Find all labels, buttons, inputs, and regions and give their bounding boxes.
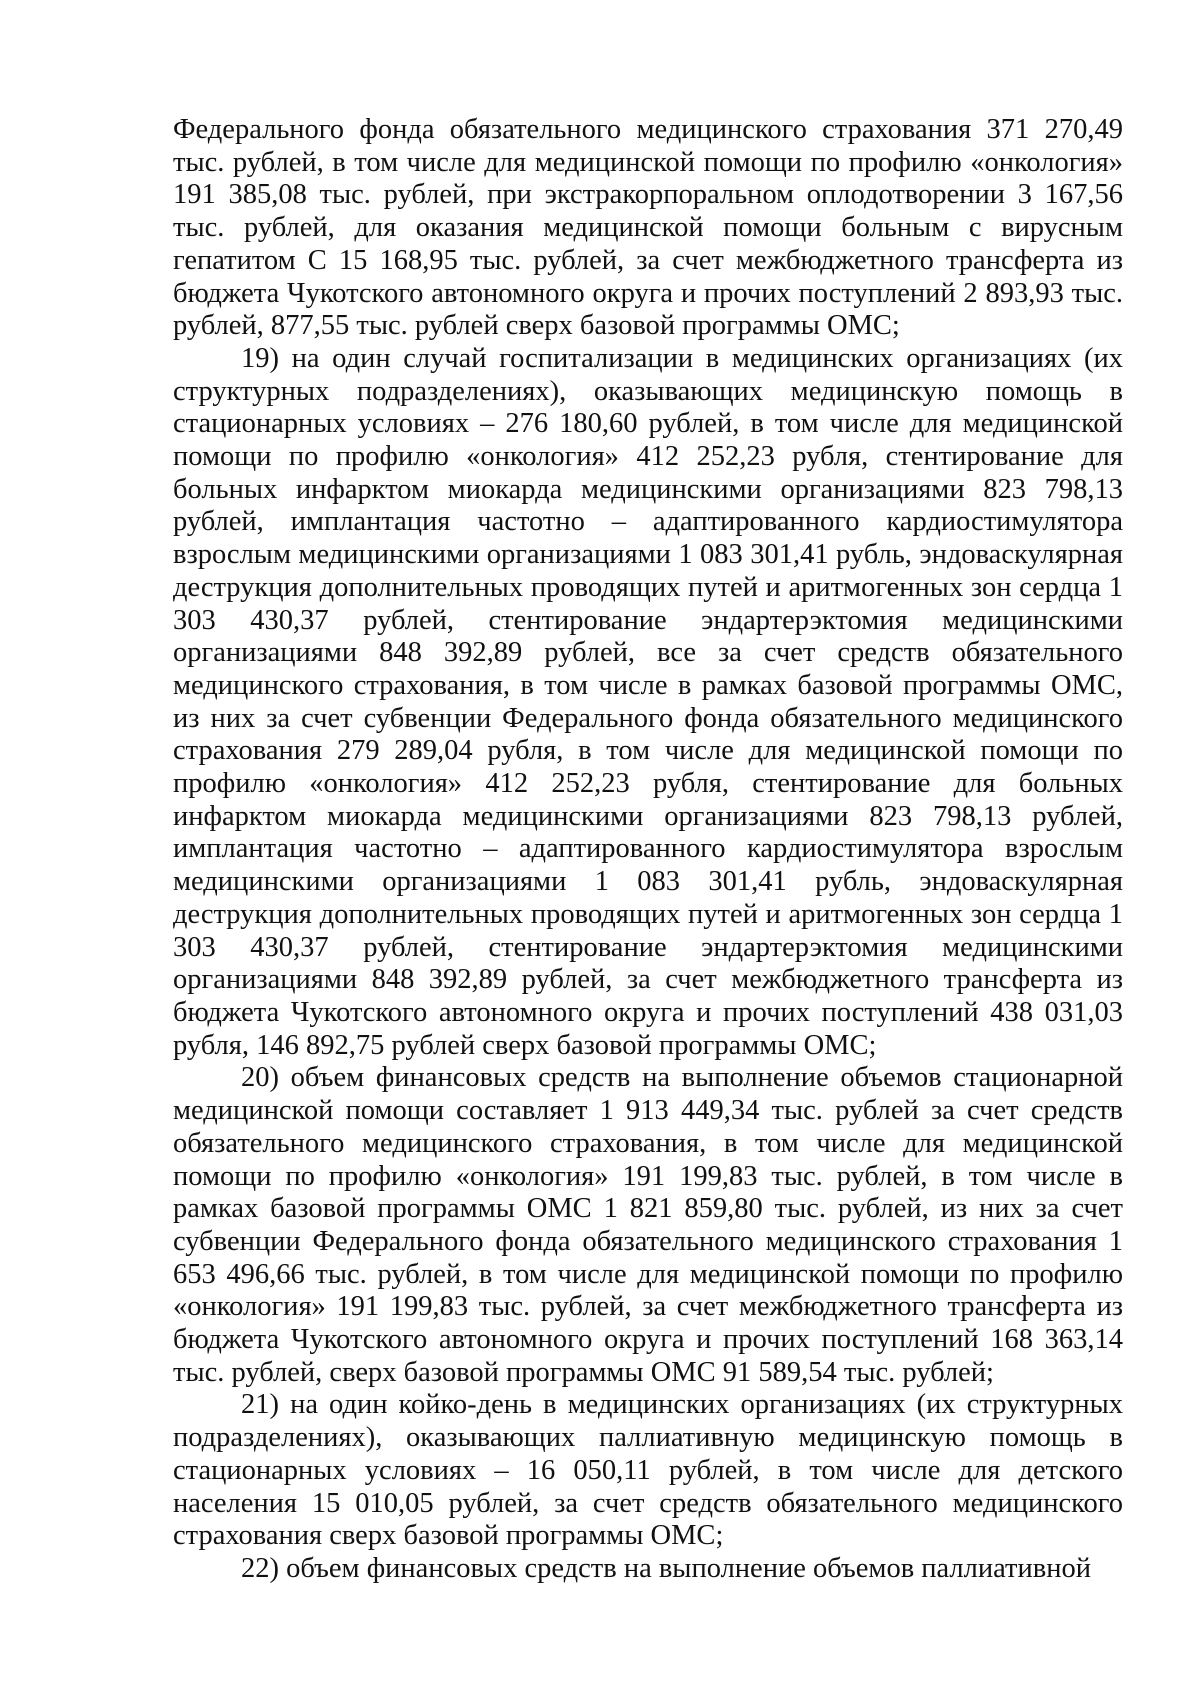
paragraph-item-19: 19) на один случай госпитализации в медицинских организациях (их структурных подразделениях), оказывающих медицинскую помощь в стационарных условиях – 276 180,60 рублей, в том числе для медицинской помощи по профилю «онкология» 412 252,23 рубля, стентирование для больных инфарктом миокарда медицинскими организациями 823 798,13 рублей, имплантация частотно – адаптированного кардиостимулятора взрослым медицинскими организациями 1 083 301,41 рубль, эндоваскулярная деструкция дополнительных проводящих путей и аритмогенных зон сердца 1 303 430,37 рублей, стентирование эндартерэктомия медицинскими организациями 848 392,89 рублей, все за счет средств обязательного медицинского страхования, в том числе в рамках базовой программы ОМС, из них за счет субвенции Федерального фонда обязательного медицинского страхования 279 289,04 рубля, в том числе для медицинской помощи по профилю «онкология» 412 252,23 рубля, стентирование для больных инфарктом миокарда медицинскими организациями 823 798,13 рублей, имплантация частотно – адаптированного кардиостимулятора взрослым медицинскими организациями 1 083 301,41 рубль, эндоваскулярная деструкция дополнительных проводящих путей и аритмогенных зон сердца 1 303 430,37 рублей, стентирование эндартерэктомия медицинскими организациями 848 392,89 рублей, за счет межбюджетного трансферта из бюджета Чукотского автономного округа и прочих поступлений 438 031,03 рубля, 146 892,75 рублей сверх базовой программы ОМС; xyxy=(173,342,1123,1061)
paragraph-item-22: 22) объем финансовых средств на выполнение объемов паллиативной xyxy=(241,1552,1091,1584)
document-page xyxy=(173,114,1123,1586)
paragraph-continuation: Федерального фонда обязательного медицинского страхования 371 270,49 тыс. рублей, в том числе для медицинской помощи по профилю «онкология» 191 385,08 тыс. рублей, при экстракорпоральном оплодотворении 3 167,56 тыс. рублей, для оказания медицинской помощи больным с вирусным гепатитом С 15 168,95 тыс. рублей, за счет межбюджетного трансферта из бюджета Чукотского автономного округа и прочих поступлений 2 893,93 тыс. рублей, 877,55 тыс. рублей сверх базовой программы ОМС; xyxy=(173,114,1123,342)
paragraph-item-21: 21) на один койко-день в медицинских организациях (их структурных подразделениях), оказывающих паллиативную медицинскую помощь в стационарных условиях – 16 050,11 рублей, в том числе для детского населения 15 010,05 рублей, за счет средств обязательного медицинского страхования сверх базовой программы ОМС; xyxy=(173,1389,1123,1552)
paragraph-item-20: 20) объем финансовых средств на выполнение объемов стационарной медицинской помощи составляет 1 913 449,34 тыс. рублей за счет средств обязательного медицинского страхования, в том числе для медицинской помощи по профилю «онкология» 191 199,83 тыс. рублей, в том числе в рамках базовой программы ОМС 1 821 859,80 тыс. рублей, из них за счет субвенции Федерального фонда обязательного медицинского страхования 1 653 496,66 тыс. рублей, в том числе для медицинской помощи по профилю «онкология» 191 199,83 тыс. рублей, за счет межбюджетного трансферта из бюджета Чукотского автономного округа и прочих поступлений 168 363,14 тыс. рублей, сверх базовой программы ОМС 91 589,54 тыс. рублей; xyxy=(173,1062,1123,1388)
